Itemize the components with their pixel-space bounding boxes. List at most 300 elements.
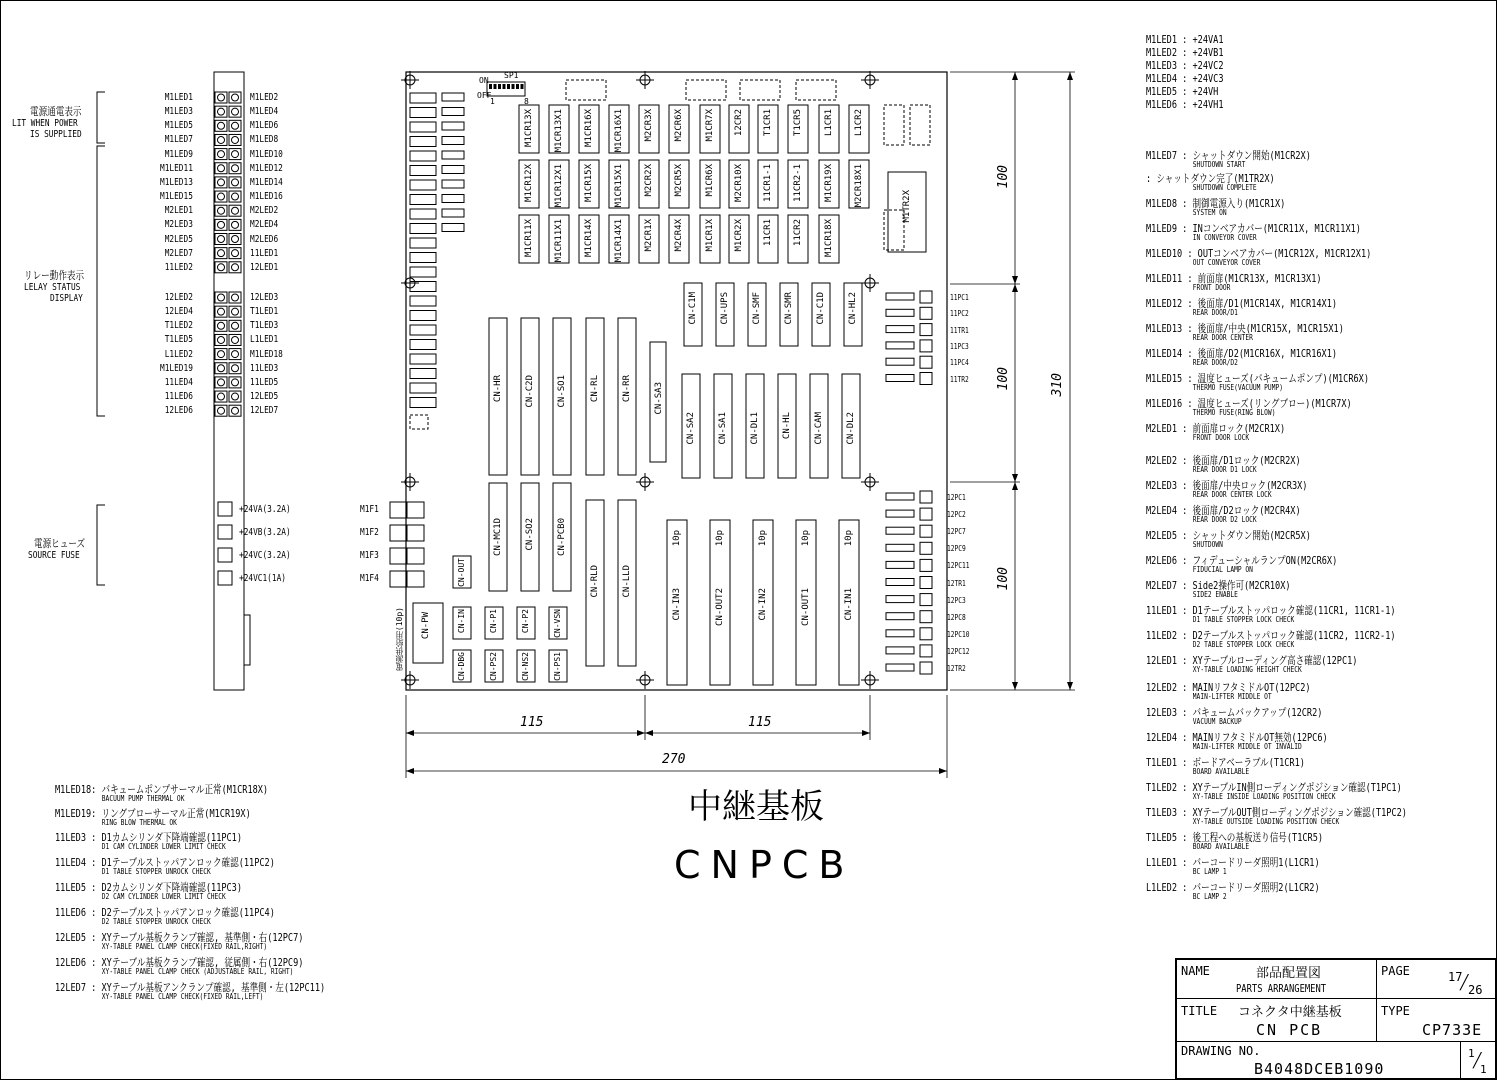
- led-icon: [218, 193, 225, 200]
- led-icon: [232, 207, 239, 214]
- part-outline: [442, 166, 464, 174]
- relay-label: M1CR1X: [705, 219, 715, 252]
- tb-drawing-label: DRAWING NO.: [1181, 1044, 1261, 1058]
- resistor: [886, 527, 914, 534]
- connector-label: CN-DL2: [846, 412, 856, 445]
- resistor: [886, 375, 914, 382]
- legend-item-main: M1LED8 : 制御電源入り(M1CR1X): [1146, 197, 1286, 210]
- sensor-label: 12PC3: [947, 595, 966, 605]
- tb-name-label: NAME: [1181, 964, 1210, 978]
- tb-name-en: PARTS ARRANGEMENT: [1236, 982, 1327, 995]
- resistor: [886, 493, 914, 500]
- led-icon: [218, 151, 225, 158]
- legend-item: [1146, 173, 1275, 192]
- connector-label: CN-HL: [782, 412, 792, 440]
- legend-item-sub: RING BLOW THERMAL OK: [101, 818, 177, 827]
- fuse-rating: +24VB(3.2A): [239, 527, 291, 538]
- dip-off-label: OFF: [477, 91, 492, 100]
- legend-item-main: M2LED2 : 後面扉/D1ロック(M2CR2X): [1146, 454, 1301, 467]
- legend-item-main: M1LED18: バキュームポンプサーマル正常(M1CR18X): [55, 783, 269, 796]
- led-icon: [218, 221, 225, 228]
- sensor-connector: [920, 542, 932, 554]
- connector-label: CN-C1D: [816, 292, 826, 325]
- legend-item-sub: D2 CAM CYLINDER LOWER LIMIT CHECK: [101, 892, 226, 901]
- part-outline: [410, 311, 436, 321]
- connector-label: CN-SMF: [752, 292, 762, 325]
- part-outline: [410, 369, 436, 379]
- sensor-label: 12PC1: [947, 493, 966, 502]
- connector-label: CN-IN1: [844, 588, 854, 621]
- fuse-id: M1F1: [360, 504, 379, 515]
- connector-label: CN-IN: [457, 609, 466, 634]
- legend-item-sub: SIDE2 ENABLE: [1192, 590, 1238, 599]
- part-outline: [410, 340, 436, 350]
- legend-power-item: M1LED5 : +24VH: [1146, 84, 1219, 98]
- legend-item-main: M1LED12 : 後面扉/D1(M1CR14X, M1CR14X1): [1146, 297, 1338, 310]
- sensor-label: 12PC12: [947, 646, 970, 656]
- resistor: [886, 358, 914, 365]
- pin-count-label: 10p: [715, 530, 725, 547]
- relay-label: M2CR3X: [644, 109, 654, 142]
- relay-label: M2CR5X: [674, 164, 684, 197]
- tb-type-value: CP733E: [1422, 1021, 1483, 1039]
- connector-label: CN-CAM: [814, 412, 824, 445]
- legend-item-sub: D1 TABLE STOPPER UNROCK CHECK: [101, 867, 211, 876]
- led-icon: [232, 407, 239, 414]
- led-label-right: 12LED1: [250, 261, 279, 273]
- resistor: [886, 664, 914, 671]
- part-outline: [410, 267, 436, 277]
- led-icon: [232, 122, 239, 129]
- legend-item-sub: XY-TABLE PANEL CLAMP CHECK (ADJUSTABLE RAIL, RIGHT): [101, 967, 294, 976]
- power-connector-label: 電源供給用(10p): [395, 607, 404, 672]
- legend-item: [1146, 480, 1307, 499]
- legend-item: [1146, 857, 1320, 876]
- resistor: [886, 309, 914, 316]
- legend-item-main: M2LED6 : フィデューシャルランプON(M2CR6X): [1146, 554, 1338, 567]
- legend-item-sub: REAR DOOR CENTER LOCK: [1192, 490, 1272, 499]
- legend-item-main: 12LED5 : XYテーブル基板クランプ確認, 基準側・右(12PC7): [55, 931, 304, 944]
- relay-indicator-label-en2: DISPLAY: [50, 293, 83, 304]
- fuse-rating: +24VC1(1A): [239, 573, 286, 584]
- relay-label: M1CR13X1: [554, 109, 564, 153]
- relay-label: M2CR1X: [644, 219, 654, 252]
- resistor: [886, 630, 914, 637]
- relay-label: M1CR7X: [705, 109, 715, 142]
- legend-item-main: M1LED14 : 後面扉/D2(M1CR16X, M1CR16X1): [1146, 347, 1338, 360]
- tb-page-total: 26: [1468, 983, 1483, 997]
- sensor-label: 12PC7: [947, 527, 966, 537]
- connector-label: CN-C2D: [525, 375, 535, 408]
- fuse-label-en: SOURCE FUSE: [28, 550, 80, 561]
- legend-item-main: M2LED5 : シャットダウン開始(M2CR5X): [1146, 529, 1311, 542]
- part-outline: [410, 398, 436, 408]
- led-icon: [232, 322, 239, 329]
- dip-on-label: ON: [479, 76, 489, 85]
- legend-power-item: M1LED4 : +24VC3: [1146, 71, 1224, 85]
- relay-label: M1CR16X1: [614, 109, 624, 153]
- legend-item-main: 11LED5 : D2カムシリンダ下降端確認(11PC3): [55, 881, 243, 894]
- led-label-left: 12LED4: [164, 306, 193, 318]
- dimension-115-left: 115: [520, 715, 544, 730]
- led-icon: [218, 179, 225, 186]
- board-title-en: CNPCB: [674, 843, 855, 887]
- legend-item: [1146, 555, 1337, 574]
- legend-item-sub: BOARD AVAILABLE: [1192, 842, 1250, 851]
- legend-item-main: M1LED19: リングブローサーマル正常(M1CR19X): [55, 807, 251, 820]
- legend-item-main: 12LED4 : MAINリフタミドルOT無効(12PC6): [1146, 731, 1328, 744]
- sensor-label: 12TR2: [947, 664, 966, 673]
- tb-drawing-value: B4048DCEB1090: [1254, 1060, 1385, 1078]
- led-label-left: M2LED5: [164, 233, 193, 245]
- sensor-connector: [920, 373, 932, 385]
- legend-item-main: T1LED2 : XYテーブルIN側ローディングポジション確認(T1PC1): [1146, 781, 1402, 794]
- tb-sheet-num: 1: [1468, 1047, 1475, 1060]
- led-icon: [232, 250, 239, 257]
- led-label-left: M1LED15: [160, 191, 193, 203]
- connector-label: CN-SA2: [686, 412, 696, 445]
- legend-item-main: L1LED1 : バーコードリーダ照明1(L1CR1): [1146, 856, 1320, 869]
- legend-item-sub: MAIN-LIFTER MIDDLE OT INVALID: [1192, 742, 1302, 751]
- title-block: NAME 部品配置図 PARTS ARRANGEMENT PAGE 17 ╱ 26 TITLE コネクタ中継基板 CN PCB TYPE CP733E DRAWING NO. B4048DCEB1090 1 ╱ 1: [1175, 958, 1497, 1080]
- led-label-right: T1LED1: [250, 306, 279, 318]
- led-icon: [218, 407, 225, 414]
- legend-item-main: M2LED7 : Side2操作可(M2CR10X): [1146, 579, 1291, 592]
- led-label-right: 12LED3: [250, 292, 279, 303]
- led-label-right: 11LED5: [250, 376, 279, 388]
- led-label-right: M1LED16: [250, 191, 283, 203]
- legend-item-sub: XY-TABLE PANEL CLAMP CHECK(FIXED RAIL,RIGHT): [101, 942, 268, 951]
- led-label-left: M1LED11: [160, 162, 193, 174]
- legend-item: [1146, 348, 1337, 367]
- connector-label: CN-MC1D: [493, 518, 503, 556]
- connector-label: CN-OUT1: [801, 588, 811, 626]
- led-label-right: 12LED7: [250, 405, 279, 417]
- led-label-left: M1LED13: [160, 176, 193, 188]
- legend-item-main: M1LED11 : 前面扉(M1CR13X, M1CR13X1): [1146, 272, 1322, 285]
- led-label-right: M1LED2: [250, 92, 279, 103]
- part-outline: [410, 195, 436, 205]
- legend-item-main: M1LED13 : 後面扉/中央(M1CR15X, M1CR15X1): [1146, 322, 1344, 335]
- legend-item: [1146, 530, 1311, 549]
- led-label-right: M2LED6: [250, 233, 279, 245]
- connector-label: CN-RL: [590, 375, 600, 403]
- connector-label: CN-C1M: [688, 292, 698, 325]
- connector-label: CN-PW: [421, 612, 431, 640]
- legend-item: [1146, 782, 1402, 801]
- led-label-left: M1LED5: [164, 120, 193, 132]
- connector-label: CN-LLD: [622, 565, 632, 598]
- legend-item-sub: XY-TABLE INSIDE LOADING POSITION CHECK: [1192, 792, 1336, 801]
- led-icon: [232, 379, 239, 386]
- relay-label: T1CR5: [793, 109, 803, 137]
- relay-label-m1tr2x: M1TR2X: [902, 190, 912, 223]
- legend-item-main: 12LED6 : XYテーブル基板クランプ確認, 従属側・右(12PC9): [55, 956, 304, 969]
- legend-item-main: M2LED4 : 後面扉/D2ロック(M2CR4X): [1146, 504, 1301, 517]
- legend-item-sub: XY-TABLE PANEL CLAMP CHECK(FIXED RAIL,LEFT): [101, 992, 264, 1001]
- legend-power-item: M1LED1 : +24VA1: [1146, 33, 1224, 46]
- connector-label: CN-IN3: [672, 588, 682, 621]
- connector-label: CN-VSN: [553, 609, 562, 638]
- led-label-right: 11LED3: [250, 362, 279, 374]
- legend-item-sub: SHUTDOWN START: [1192, 160, 1246, 169]
- legend-item-main: M1LED16 : 温度ヒューズ(リングブロー)(M1CR7X): [1146, 397, 1352, 410]
- led-label-right: 12LED5: [250, 391, 279, 403]
- led-icon: [218, 379, 225, 386]
- legend-item: [1146, 605, 1396, 624]
- part-outline: [410, 325, 436, 335]
- connector-label: CN-OUT2: [715, 588, 725, 626]
- led-icon: [232, 165, 239, 172]
- legend-item-sub: SHUTDOWN COMPLETE: [1192, 183, 1257, 192]
- legend-item-sub: D2 TABLE STOPPER LOCK CHECK: [1192, 640, 1295, 649]
- legend-item-main: 11LED4 : D1テーブルストッパアンロック確認(11PC2): [55, 856, 275, 869]
- legend-item: [1146, 273, 1322, 292]
- legend-item-sub: MAIN-LIFTER MIDDLE OT: [1192, 692, 1272, 701]
- sensor-connector: [920, 645, 932, 657]
- resistor: [886, 561, 914, 568]
- legend-item-main: M1LED15 : 温度ヒューズ(バキュームポンプ)(M1CR6X): [1146, 372, 1370, 385]
- relay-label: M1CR2X: [734, 219, 744, 252]
- resistor: [886, 544, 914, 551]
- legend-item-main: M1LED10 : OUTコンベアカバー(M1CR12X, M1CR12X1): [1146, 247, 1372, 260]
- legend-item: [55, 808, 251, 827]
- legend-item-sub: REAR DOOR/D2: [1192, 358, 1238, 367]
- legend-item: [55, 857, 275, 876]
- legend-item-main: : シャットダウン完了(M1TR2X): [1146, 172, 1275, 185]
- legend-item-main: M2LED3 : 後面扉/中央ロック(M2CR3X): [1146, 479, 1308, 492]
- relay-label: L1CR2: [854, 109, 864, 137]
- led-label-right: L1LED1: [250, 334, 279, 346]
- legend-item-sub: XY-TABLE OUTSIDE LOADING POSITION CHECK: [1192, 817, 1340, 826]
- led-label-left: M1LED19: [160, 362, 193, 374]
- led-label-right: M1LED6: [250, 120, 279, 132]
- relay-label: M2CR10X: [734, 164, 744, 202]
- connector-label: CN-SMR: [784, 292, 794, 325]
- legend-item-main: T1LED1 : ボードアベーラブル(T1CR1): [1146, 756, 1305, 769]
- part-outline: [410, 238, 436, 248]
- led-label-right: M1LED8: [250, 134, 279, 146]
- resistor: [886, 596, 914, 603]
- relay-label: M2CR18X1: [854, 164, 864, 208]
- tb-sheet-total: 1: [1480, 1063, 1487, 1076]
- led-icon: [218, 351, 225, 358]
- led-label-left: M2LED3: [164, 219, 193, 231]
- sensor-connector: [920, 594, 932, 606]
- led-icon: [218, 393, 225, 400]
- led-label-left: M1LED1: [164, 92, 193, 103]
- sensor-connector: [920, 628, 932, 640]
- dimension-115-right: 115: [748, 715, 772, 730]
- tb-page-label: PAGE: [1381, 964, 1410, 978]
- relay-label: M2CR4X: [674, 219, 684, 252]
- legend-item-main: 11LED6 : D2テーブルストッパアンロック確認(11PC4): [55, 906, 275, 919]
- legend-item-sub: XY-TABLE LOADING HEIGHT CHECK: [1192, 665, 1302, 674]
- sensor-connector: [920, 356, 932, 368]
- sensor-label: 11PC3: [950, 341, 969, 351]
- relay-label: M1CR14X1: [614, 219, 624, 263]
- part-outline: [442, 122, 464, 130]
- led-icon: [232, 351, 239, 358]
- led-label-right: M2LED2: [250, 205, 279, 217]
- led-icon: [232, 136, 239, 143]
- legend-item-sub: SHUTDOWN: [1192, 540, 1223, 549]
- led-icon: [218, 207, 225, 214]
- connector-label: CN-PCB0: [557, 518, 567, 556]
- legend-item-main: 11LED1 : D1テーブルストッパロック確認(11CR1, 11CR1-1): [1146, 604, 1396, 617]
- tb-name-jp: 部品配置図: [1256, 966, 1322, 981]
- legend-item-main: 12LED1 : XYテーブルローディング高さ確認(12PC1): [1146, 654, 1358, 667]
- led-icon: [218, 294, 225, 301]
- resistor: [886, 510, 914, 517]
- legend-item-sub: REAR DOOR D1 LOCK: [1192, 465, 1257, 474]
- legend-item: [55, 882, 242, 901]
- legend-item-main: T1LED5 : 後工程への基板送り信号(T1CR5): [1146, 831, 1324, 844]
- legend-item: [1146, 630, 1396, 649]
- legend-item: [1146, 655, 1357, 674]
- legend-item-sub: THERMO FUSE(VACUUM PUMP): [1192, 383, 1283, 392]
- part-outline: [442, 180, 464, 188]
- legend-item: [55, 832, 242, 851]
- led-label-left: 11LED4: [164, 376, 193, 388]
- part-outline: [442, 93, 464, 101]
- board-title-jp: 中継基板: [688, 787, 824, 827]
- legend-power-item: M1LED6 : +24VH1: [1146, 97, 1224, 111]
- legend-item-sub: FRONT DOOR: [1192, 283, 1231, 292]
- led-icon: [232, 393, 239, 400]
- legend-item-sub: VACUUM BACKUP: [1192, 717, 1242, 726]
- relay-label: M1CR13X: [524, 109, 534, 147]
- led-label-left: M2LED1: [164, 205, 193, 217]
- legend-item-sub: IN CONVEYOR COVER: [1192, 233, 1257, 242]
- dip-pos1: 1: [490, 97, 495, 106]
- sensor-connector: [920, 491, 932, 503]
- led-icon: [218, 94, 225, 101]
- sensor-connector: [920, 324, 932, 336]
- led-label-left: T1LED2: [164, 320, 193, 332]
- connector-label: CN-SA3: [654, 382, 664, 415]
- relay-label: 11CR1: [763, 219, 773, 247]
- led-icon: [232, 264, 239, 271]
- relay-label: M1CR12X: [524, 164, 534, 202]
- sensor-label: 12PC11: [947, 561, 970, 571]
- led-label-left: L1LED2: [164, 348, 193, 360]
- relay-label: M1CR11X: [524, 219, 534, 257]
- led-icon: [218, 136, 225, 143]
- legend-item-main: T1LED3 : XYテーブルOUT側ローディングポジション確認(T1PC2): [1146, 806, 1407, 819]
- legend-item-main: L1LED2 : バーコードリーダ照明2(L1CR2): [1146, 881, 1320, 894]
- led-label-right: M1LED18: [250, 348, 283, 360]
- led-icon: [232, 94, 239, 101]
- legend-item-sub: BACUUM PUMP THERMAL OK: [101, 794, 185, 803]
- connector-label: CN-PS1: [553, 652, 562, 681]
- resistor: [886, 293, 914, 300]
- legend-item: [55, 784, 268, 803]
- connector-label: CN-UPS: [720, 292, 730, 325]
- sensor-connector: [920, 611, 932, 623]
- legend-item: [1146, 398, 1352, 417]
- part-outline: [410, 108, 436, 118]
- legend-item-sub: D1 CAM CYLINDER LOWER LIMIT CHECK: [101, 842, 226, 851]
- part-outline: [410, 137, 436, 147]
- legend-item-main: 12LED2 : MAINリフタミドルOT(12PC2): [1146, 681, 1311, 694]
- fuse-label-jp: 電源ヒューズ: [34, 537, 86, 550]
- sensor-connector: [920, 525, 932, 537]
- sensor-label: 11TR2: [950, 374, 969, 384]
- legend-item: [55, 982, 325, 1001]
- sensor-label: 11PC4: [950, 358, 969, 368]
- sensor-label: 12PC10: [947, 629, 970, 639]
- led-label-left: 12LED2: [164, 292, 193, 303]
- connector-label: CN-P1: [489, 609, 498, 634]
- power-indicator-label-en1: LIT WHEN POWER: [12, 118, 78, 129]
- connector-label: CN-NS2: [521, 652, 530, 681]
- relay-label: M1CR16X: [584, 109, 594, 147]
- led-label-left: M1LED7: [164, 134, 193, 146]
- sensor-label: 11TR1: [950, 325, 969, 335]
- legend-item: [1146, 707, 1322, 726]
- pin-count-label: 10p: [844, 530, 854, 547]
- relay-label: M1CR19X: [824, 164, 834, 202]
- connector-label: CN-DL1: [750, 412, 760, 445]
- legend-item: [1146, 832, 1323, 851]
- part-outline: [410, 224, 436, 234]
- relay-indicator-label-jp: リレー動作表示: [24, 269, 85, 282]
- connector-label: CN-HR: [493, 375, 503, 403]
- connector-label: CN-SA1: [718, 412, 728, 445]
- pin-count-label: 10p: [758, 530, 768, 547]
- relay-label: 11CR2: [793, 219, 803, 247]
- sensor-connector: [920, 340, 932, 352]
- led-label-right: M2LED4: [250, 219, 279, 231]
- part-outline: [410, 151, 436, 161]
- power-indicator-label-jp: 電源通電表示: [30, 105, 82, 118]
- part-outline: [410, 209, 436, 219]
- legend-item: [1146, 323, 1344, 342]
- sensor-connector: [920, 577, 932, 589]
- connector-label: CN-PS2: [489, 652, 498, 681]
- part-outline: [410, 122, 436, 132]
- dimension-100-mid: 100: [996, 367, 1011, 391]
- relay-label: M1CR15X: [584, 164, 594, 202]
- led-icon: [218, 165, 225, 172]
- part-outline: [410, 383, 436, 393]
- tb-type-label: TYPE: [1381, 1004, 1410, 1018]
- legend-item-sub: OUT CONVEYOR COVER: [1192, 258, 1261, 267]
- legend-item: [55, 932, 303, 951]
- power-indicator-label-en2: IS SUPPLIED: [30, 129, 82, 140]
- part-outline: [442, 209, 464, 217]
- legend-item-main: 11LED2 : D2テーブルストッパロック確認(11CR2, 11CR2-1): [1146, 629, 1396, 642]
- led-icon: [232, 151, 239, 158]
- relay-label: M1CR15X1: [614, 164, 624, 208]
- relay-label: 11CR2-1: [793, 164, 803, 202]
- legend-item-main: 12LED3 : バキュームバックアップ(12CR2): [1146, 706, 1323, 719]
- led-icon: [218, 122, 225, 129]
- part-outline: [410, 166, 436, 176]
- fuse-rating: +24VA(3.2A): [239, 504, 291, 515]
- led-icon: [218, 236, 225, 243]
- connector-label: CN-P2: [521, 609, 530, 634]
- led-icon: [218, 365, 225, 372]
- part-outline: [442, 195, 464, 203]
- legend-item: [1146, 248, 1371, 267]
- connector-label: CN-IN2: [758, 588, 768, 621]
- legend-item-sub: BC LAMP 1: [1192, 867, 1227, 876]
- connector-label: CN-RR: [622, 375, 632, 403]
- connector-label: CN-SO1: [557, 375, 567, 408]
- led-label-right: M1LED12: [250, 162, 283, 174]
